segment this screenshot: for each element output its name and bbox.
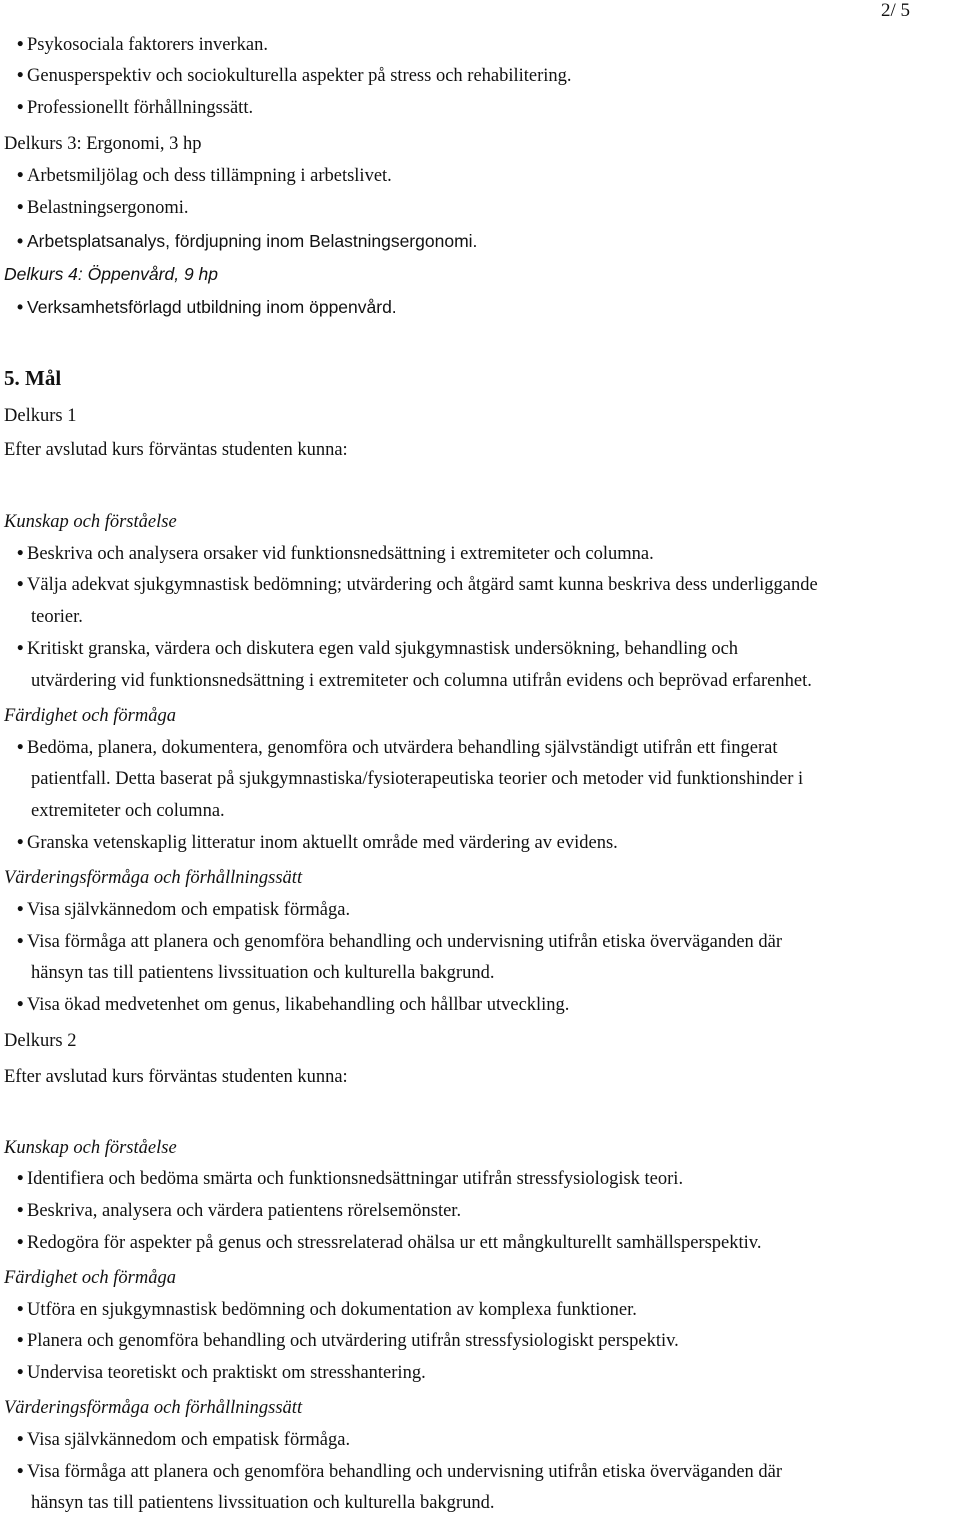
delkurs1-heading: Delkurs 1 bbox=[4, 406, 77, 426]
list-item-text: Granska vetenskaplig litteratur inom aktuellt område med värdering av evidens. bbox=[27, 833, 618, 853]
list-item-text: Redogöra för aspekter på genus och stressrelaterad ohälsa ur ett mångkulturellt samhällsperspektiv. bbox=[27, 1233, 762, 1253]
delkurs2-intro: Efter avslutad kurs förväntas studenten kunna: bbox=[4, 1067, 348, 1087]
list-item bbox=[17, 543, 956, 565]
delkurs3-heading: Delkurs 3: Ergonomi, 3 hp bbox=[4, 134, 202, 154]
list-item bbox=[17, 832, 956, 854]
list-item-text: Visa självkännedom och empatisk förmåga. bbox=[27, 900, 351, 920]
list-item-text: Identifiera och bedöma smärta och funktionsnedsättningar utifrån stressfysiologisk teori. bbox=[27, 1169, 684, 1189]
list-item-text: Utföra en sjukgymnastisk bedömning och dokumentation av komplexa funktioner. bbox=[27, 1300, 637, 1320]
section-title: 5. Mål bbox=[4, 366, 62, 390]
list-item bbox=[17, 97, 956, 119]
list-item bbox=[17, 296, 956, 318]
list-item-text: Beskriva och analysera orsaker vid funktionsnedsättning i extremiteter och columna. bbox=[27, 544, 654, 564]
list-item-text: Psykosociala faktorers inverkan. bbox=[27, 35, 268, 55]
list-item bbox=[17, 1200, 956, 1222]
list-item-text: Professionellt förhållningssätt. bbox=[27, 98, 254, 118]
list-item-text: Planera och genomföra behandling och utvärdering utifrån stressfysiologiskt perspektiv. bbox=[27, 1331, 679, 1351]
list-item-text: Bedöma, planera, dokumentera, genomföra och utvärdera behandling självständigt utifrån ett fingerat bbox=[27, 738, 778, 758]
list-item-text: Undervisa teoretiskt och praktiskt om stresshantering. bbox=[27, 1363, 426, 1383]
list-item-text: Belastningsergonomi. bbox=[27, 198, 189, 218]
list-item bbox=[17, 737, 956, 759]
delkurs1-kunskap-heading: Kunskap och förståelse bbox=[4, 512, 177, 532]
delkurs2-vardering-heading: Värderingsförmåga och förhållningssätt bbox=[4, 1398, 303, 1418]
list-item bbox=[17, 994, 956, 1016]
list-item-text: Arbetsplatsanalys, fördjupning inom Belastningsergonomi. bbox=[27, 231, 478, 251]
list-item bbox=[17, 65, 956, 87]
page-number: 2/ 5 bbox=[880, 0, 910, 21]
list-item-text: Arbetsmiljölag och dess tillämpning i arbetslivet. bbox=[27, 166, 392, 186]
list-item bbox=[17, 34, 956, 56]
list-item bbox=[17, 1429, 956, 1451]
list-item-text: Beskriva, analysera och värdera patientens rörelsemönster. bbox=[27, 1201, 462, 1221]
list-item bbox=[17, 899, 956, 921]
list-item-text: Kritiskt granska, värdera och diskutera egen vald sjukgymnastisk undersökning, behandling och bbox=[27, 639, 739, 659]
delkurs2-heading: Delkurs 2 bbox=[4, 1031, 77, 1051]
delkurs2-fardighet-heading: Färdighet och förmåga bbox=[4, 1268, 176, 1288]
delkurs1-fardighet-heading: Färdighet och förmåga bbox=[4, 706, 176, 726]
list-item-text: Visa förmåga att planera och genomföra behandling och undervisning utifrån etiska överväganden där bbox=[27, 1462, 783, 1482]
list-item bbox=[17, 931, 956, 953]
list-item bbox=[17, 197, 956, 219]
delkurs1-vardering-heading: Värderingsförmåga och förhållningssätt bbox=[4, 868, 303, 888]
delkurs2-kunskap-heading: Kunskap och förståelse bbox=[4, 1138, 177, 1158]
delkurs4-heading: Delkurs 4: Öppenvård, 9 hp bbox=[4, 264, 219, 284]
list-item bbox=[17, 1330, 956, 1352]
list-item-text: Visa förmåga att planera och genomföra behandling och undervisning utifrån etiska överväganden där bbox=[27, 932, 783, 952]
list-item bbox=[17, 1362, 956, 1384]
list-item-text: Välja adekvat sjukgymnastisk bedömning; utvärdering och åtgärd samt kunna beskriva dess underliggande bbox=[27, 575, 818, 595]
list-item-continuation: extremiteter och columna. bbox=[31, 801, 225, 821]
list-item-text: Visa ökad medvetenhet om genus, likabehandling och hållbar utveckling. bbox=[27, 995, 570, 1015]
list-item bbox=[17, 230, 956, 252]
list-item-text: Visa självkännedom och empatisk förmåga. bbox=[27, 1430, 351, 1450]
list-item bbox=[17, 1168, 956, 1190]
list-item-text: Verksamhetsförlagd utbildning inom öppenvård. bbox=[27, 297, 397, 317]
list-item-continuation: patientfall. Detta baserat på sjukgymnastiska/fysioterapeutiska teorier och metoder vid funktionshinder i bbox=[31, 769, 804, 789]
list-item bbox=[17, 1461, 956, 1483]
list-item-continuation: hänsyn tas till patientens livssituation och kulturella bakgrund. bbox=[31, 963, 495, 983]
list-item bbox=[17, 1232, 956, 1254]
list-item-text: Genusperspektiv och sociokulturella aspekter på stress och rehabilitering. bbox=[27, 66, 572, 86]
list-item-continuation: teorier. bbox=[31, 607, 83, 627]
list-item bbox=[17, 638, 956, 660]
list-item bbox=[17, 1299, 956, 1321]
list-item bbox=[17, 574, 956, 596]
list-item bbox=[17, 165, 956, 187]
list-item-continuation: hänsyn tas till patientens livssituation och kulturella bakgrund. bbox=[31, 1493, 495, 1513]
delkurs1-intro: Efter avslutad kurs förväntas studenten kunna: bbox=[4, 440, 348, 460]
list-item-continuation: utvärdering vid funktionsnedsättning i extremiteter och columna utifrån evidens och beprövad erfarenhet. bbox=[31, 671, 812, 691]
